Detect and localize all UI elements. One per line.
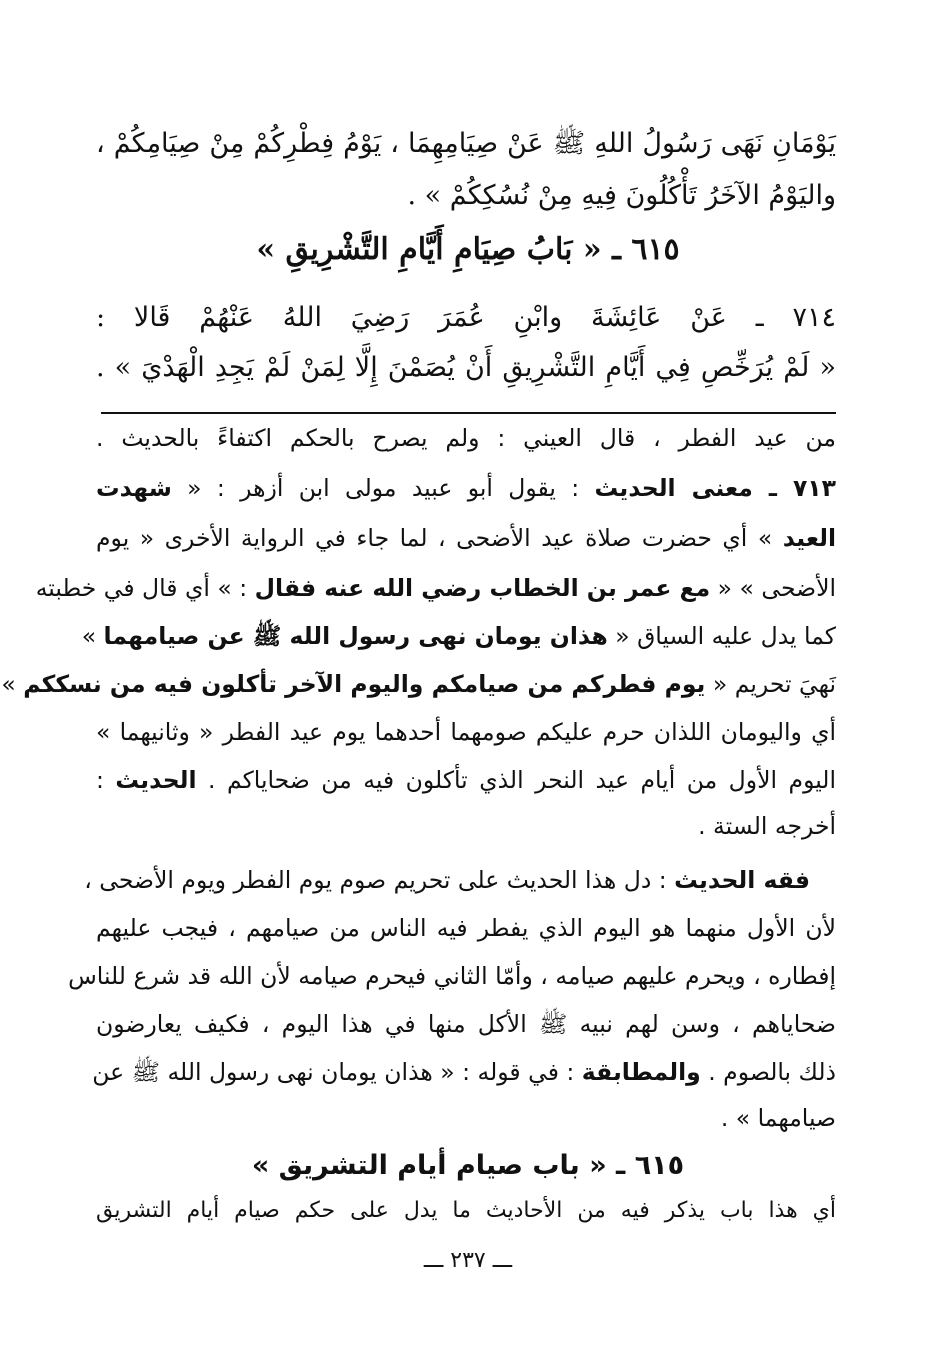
hadith-line: واليَوْمُ الآخَرُ تَأْكُلُونَ فِيهِ مِنْ نُسُكِكُمْ » . [407,180,836,211]
commentary-line [1,670,836,698]
commentary-text: » [81,622,104,650]
commentary-line: إفطاره ، ويحرم عليهم صيامه ، وأمّا الثاني فيحرم صيامه لأن الله قد شرع للناس [68,962,836,990]
commentary-line: أي هذا باب يذكر فيه من الأحاديث ما يدل على حكم صيام أيام التشريق [96,1198,836,1223]
commentary-line [92,1058,836,1086]
commentary-line: أي واليومان اللذان حرم عليكم صومهما أحدهما يوم عيد الفطر « وثانيهما » [96,718,836,746]
commentary-line: لأن الأول منهما هو اليوم الذي يفطر فيه الناس من صيامهم ، فيجب عليهم [96,914,836,942]
commentary-text: نَهيَ تحريم « [705,670,836,698]
commentary-line [96,766,836,794]
commentary-text: : » أي قال في خطبته [35,574,255,602]
commentary-line [96,474,836,502]
commentary-text: : [96,766,116,794]
bold-phrase: مع عمر بن الخطاب رضي الله عنه فقال [254,574,711,602]
commentary-line [35,574,836,602]
bold-phrase: هذان يومان نهى رسول الله ﷺ عن صيامهما [103,622,608,650]
bold-phrase: العيد [782,524,836,552]
commentary-line [81,622,836,650]
bold-phrase: والمطابقة [581,1058,701,1086]
commentary-line: ضحاياهم ، وسن لهم نبيه ﷺ الأكل منها في هذا اليوم ، فكيف يعارضون [96,1010,836,1038]
commentary-text: ذلك بالصوم . [700,1058,836,1086]
chapter-heading: ٦١٥ ـ « بَابُ صِيَامِ أَيَّامِ التَّشْرِيقِ » [256,232,680,267]
page-number: ـــ ٢٣٧ ـــ [423,1248,513,1273]
footnote-divider [101,412,836,414]
commentary-line: أخرجه الستة . [698,812,836,840]
bold-phrase: شهدت [96,474,172,502]
commentary-text: الأضحى » « [710,574,836,602]
commentary-line [96,524,836,552]
commentary-text: : في قوله : « هذان يومان نهى رسول الله ﷺ عن [92,1058,582,1086]
commentary-line: صيامهما » . [720,1104,836,1132]
bold-phrase: الحديث [115,766,197,794]
commentary-text: : دل هذا الحديث على تحريم صوم يوم الفطر ويوم الأضحى ، [84,866,675,894]
commentary-line: من عيد الفطر ، قال العيني : ولم يصرح بالحكم اكتفاءً بالحديث . [96,424,836,452]
commentary-text: » أي حضرت صلاة عيد الأضحى ، لما جاء في الرواية الأخرى « يوم [96,524,783,552]
chapter-heading: ٦١٥ ـ « باب صيام أيام التشريق » [251,1150,685,1181]
commentary-text: » [1,670,24,698]
commentary-text: اليوم الأول من أيام عيد النحر الذي تأكلون فيه من ضحاياكم . [196,766,836,794]
hadith-line: يَوْمَانِ نَهَى رَسُولُ اللهِ ﷺ عَنْ صِيَامِهِمَا ، يَوْمُ فِطْرِكُمْ مِنْ صِيَامِكُمْ ، [96,128,836,159]
hadith-714-line: ٧١٤ ـ عَنْ عَائِشَةَ وابْنِ عُمَرَ رَضِيَ اللهُ عَنْهُمْ قَالا : [96,302,836,333]
hadith-number-bold: ٧١٣ ـ معنى الحديث [594,474,836,502]
bold-phrase: فقه الحديث [674,866,810,894]
commentary-text: : يقول أبو عبيد مولى ابن أزهر : « [171,474,595,502]
commentary-line [84,866,836,894]
hadith-714-line: « لَمْ يُرَخِّصِ فِي أَيَّامِ التَّشْرِيقِ أَنْ يُصَمْنَ إِلَّا لِمَنْ لَمْ يَجِدِ الْهَدْيَ » . [96,352,836,383]
commentary-text: كما يدل عليه السياق « [607,622,836,650]
bold-phrase: يوم فطركم من صيامكم واليوم الآخر تأكلون فيه من نسككم [23,670,706,698]
